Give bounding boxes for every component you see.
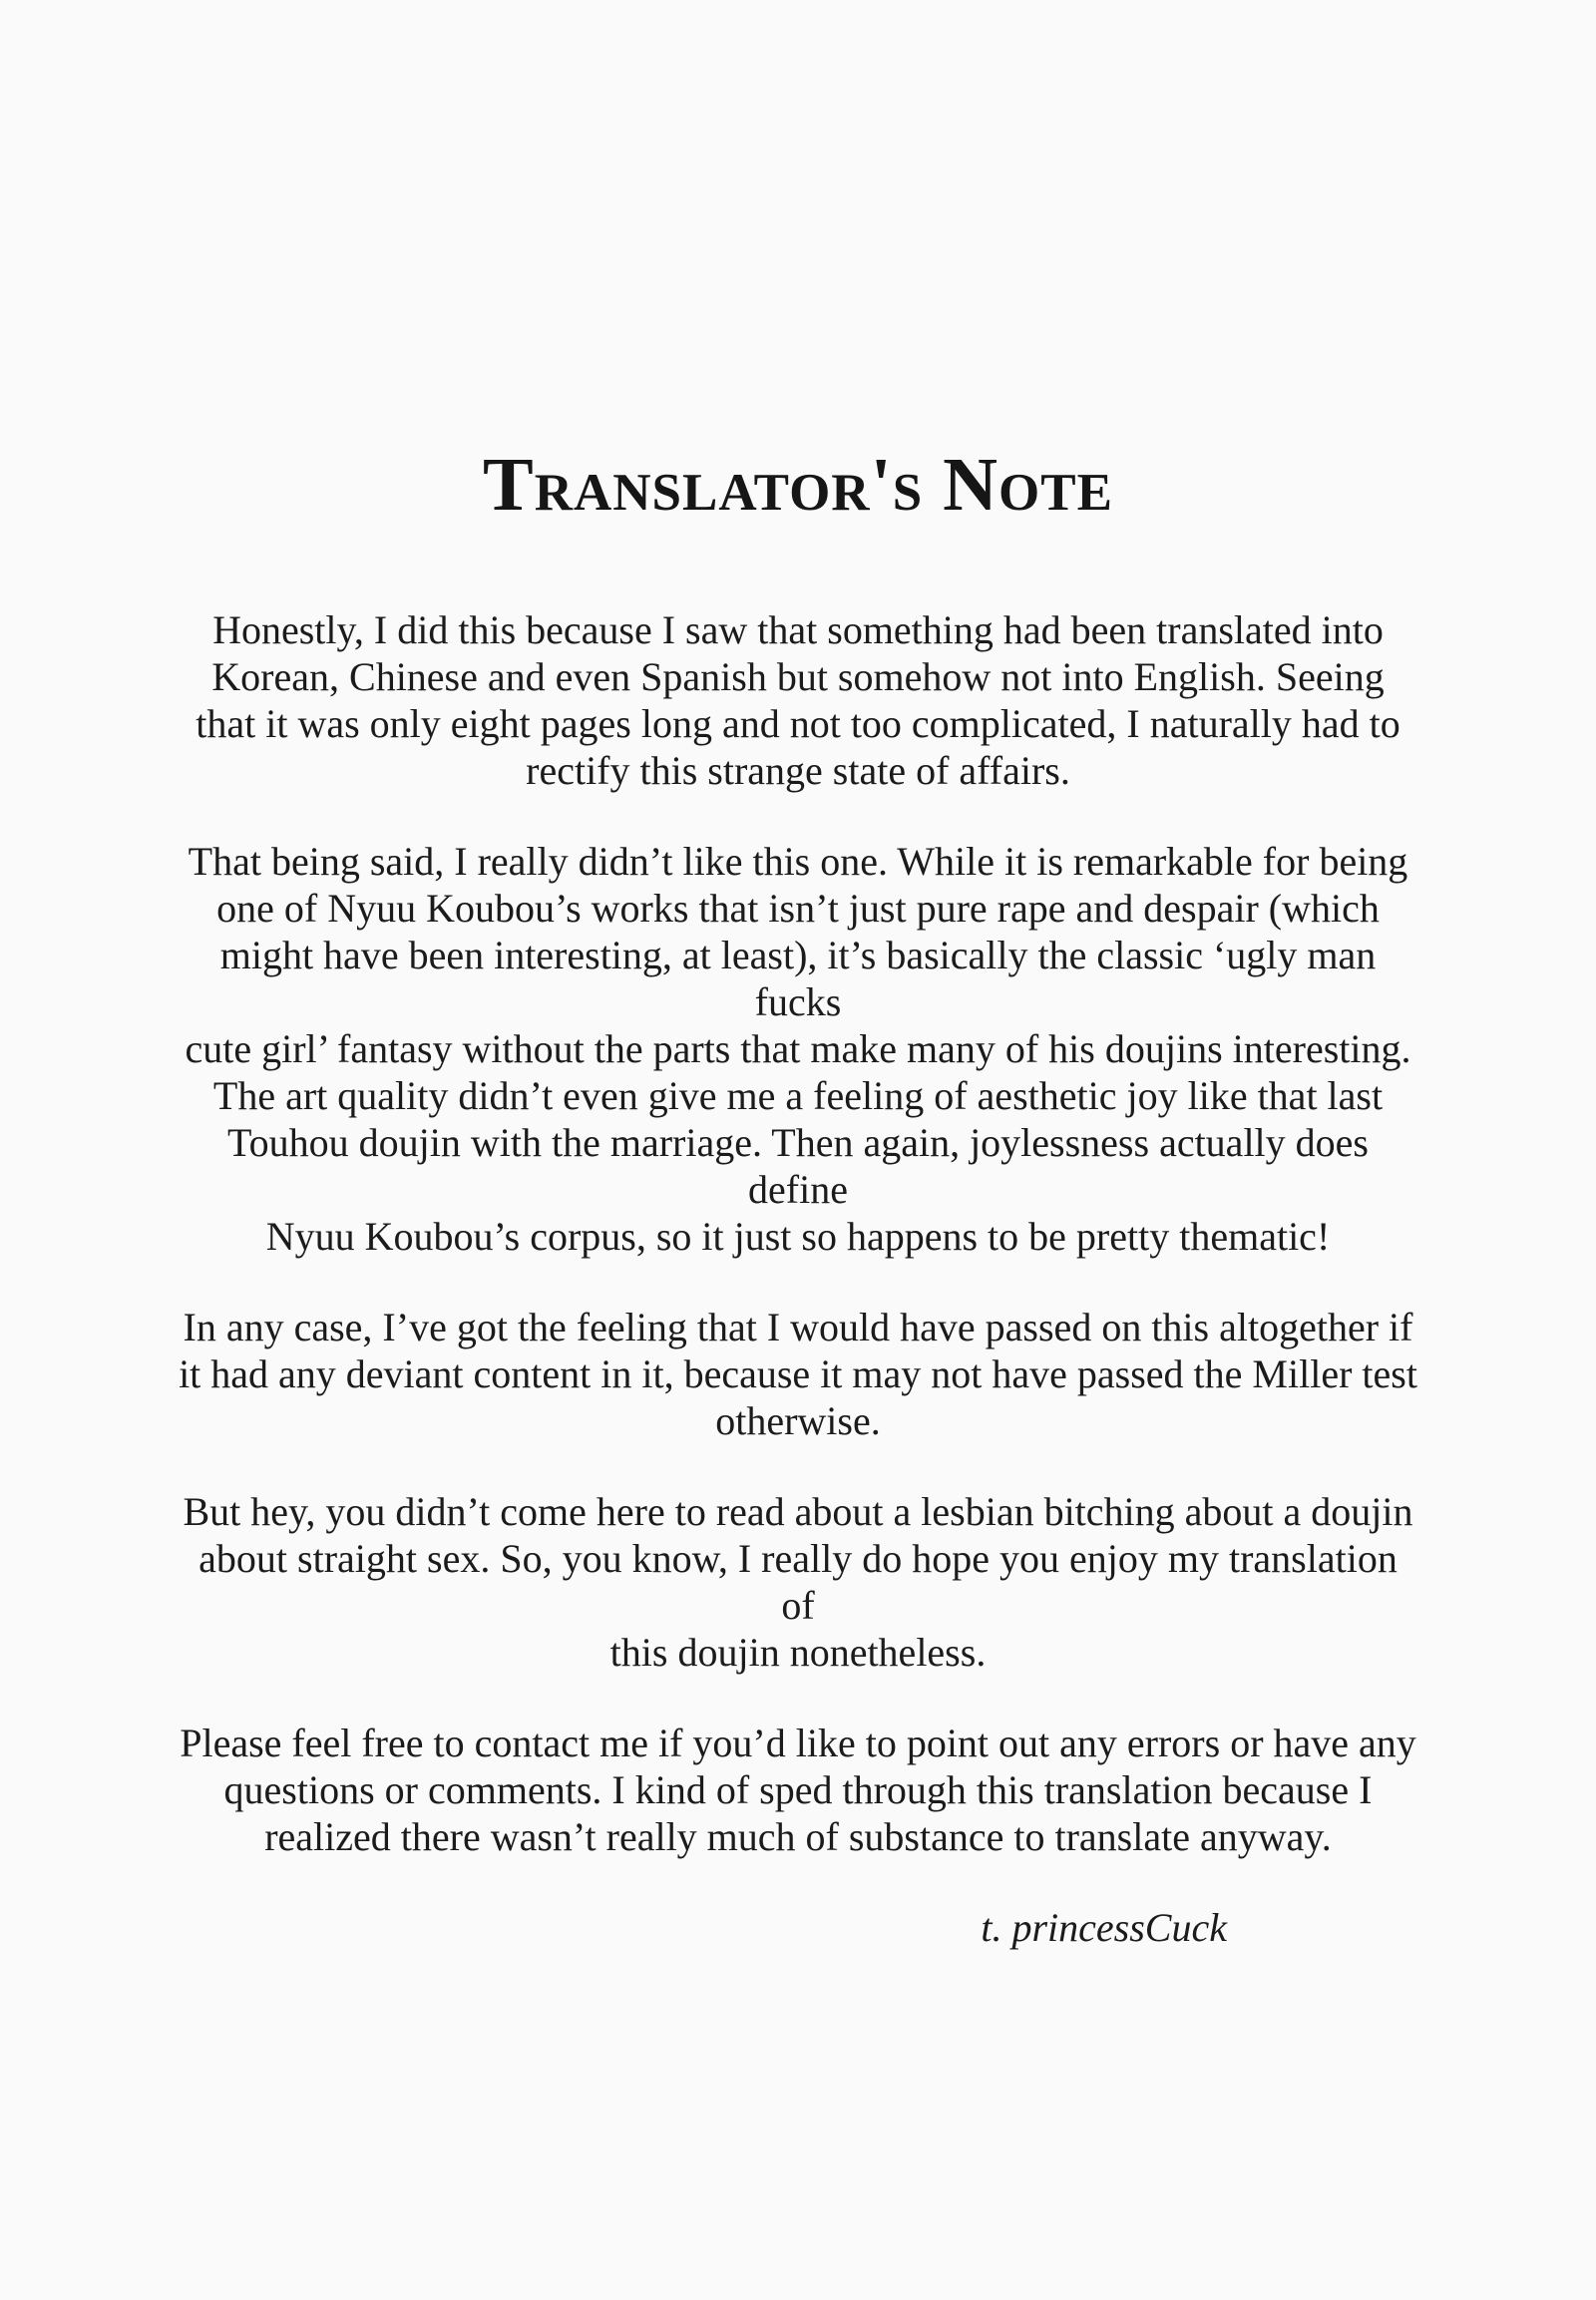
paragraph — [175, 1304, 1421, 1444]
text-line: Korean, Chinese and even Spanish but somehow not into English. Seeing — [211, 654, 1385, 699]
text-line: In any case, I’ve got the feeling that I would have passed on this altogether if — [183, 1305, 1413, 1349]
text-line: Touhou doujin with the marriage. Then again, joylessness actually does define — [227, 1120, 1379, 1212]
text-line: The art quality didn’t even give me a feeling of aesthetic joy like that last — [212, 1073, 1384, 1118]
translator-signature: t. princessCuck — [981, 1905, 1227, 1950]
text-line: Honestly, I did this because I saw that something had been translated into — [212, 607, 1384, 652]
paragraph — [175, 838, 1421, 1260]
text-line: it had any deviant content in it, because it may not have passed the Miller test — [179, 1351, 1417, 1396]
paragraph — [175, 1488, 1421, 1676]
text-line: this doujin nonetheless. — [609, 1630, 987, 1675]
text-line: about straight sex. So, you know, I really do hope you enjoy my translation of — [199, 1536, 1417, 1628]
text-line: Nyuu Koubou’s corpus, so it just so happens to be pretty thematic! — [265, 1214, 1331, 1259]
text-line: Please feel free to contact me if you’d like to point out any errors or have any — [180, 1721, 1416, 1765]
text-line: one of Nyuu Koubou’s works that isn’t just pure rape and despair (which — [216, 886, 1380, 931]
page-title: Translator's Note — [483, 443, 1113, 527]
paragraph — [175, 606, 1421, 794]
text-line: realized there wasn’t really much of substance to translate anyway. — [264, 1814, 1332, 1859]
text-line: rectify this strange state of affairs. — [526, 748, 1070, 793]
text-line: otherwise. — [715, 1398, 881, 1443]
text-line: But hey, you didn’t come here to read about a lesbian bitching about a doujin — [183, 1489, 1413, 1534]
note-body — [175, 606, 1421, 1951]
text-line: That being said, I really didn’t like this one. While it is remarkable for being — [188, 839, 1408, 884]
text-line: might have been interesting, at least), it’s basically the classic ‘ugly man fucks — [219, 933, 1387, 1024]
text-line: cute girl’ fantasy without the parts that make many of his doujins interesting. — [185, 1026, 1411, 1071]
paragraph — [175, 1720, 1421, 1860]
text-line: that it was only eight pages long and not too complicated, I naturally had to — [196, 701, 1400, 746]
text-line: questions or comments. I kind of sped through this translation because I — [223, 1767, 1373, 1812]
